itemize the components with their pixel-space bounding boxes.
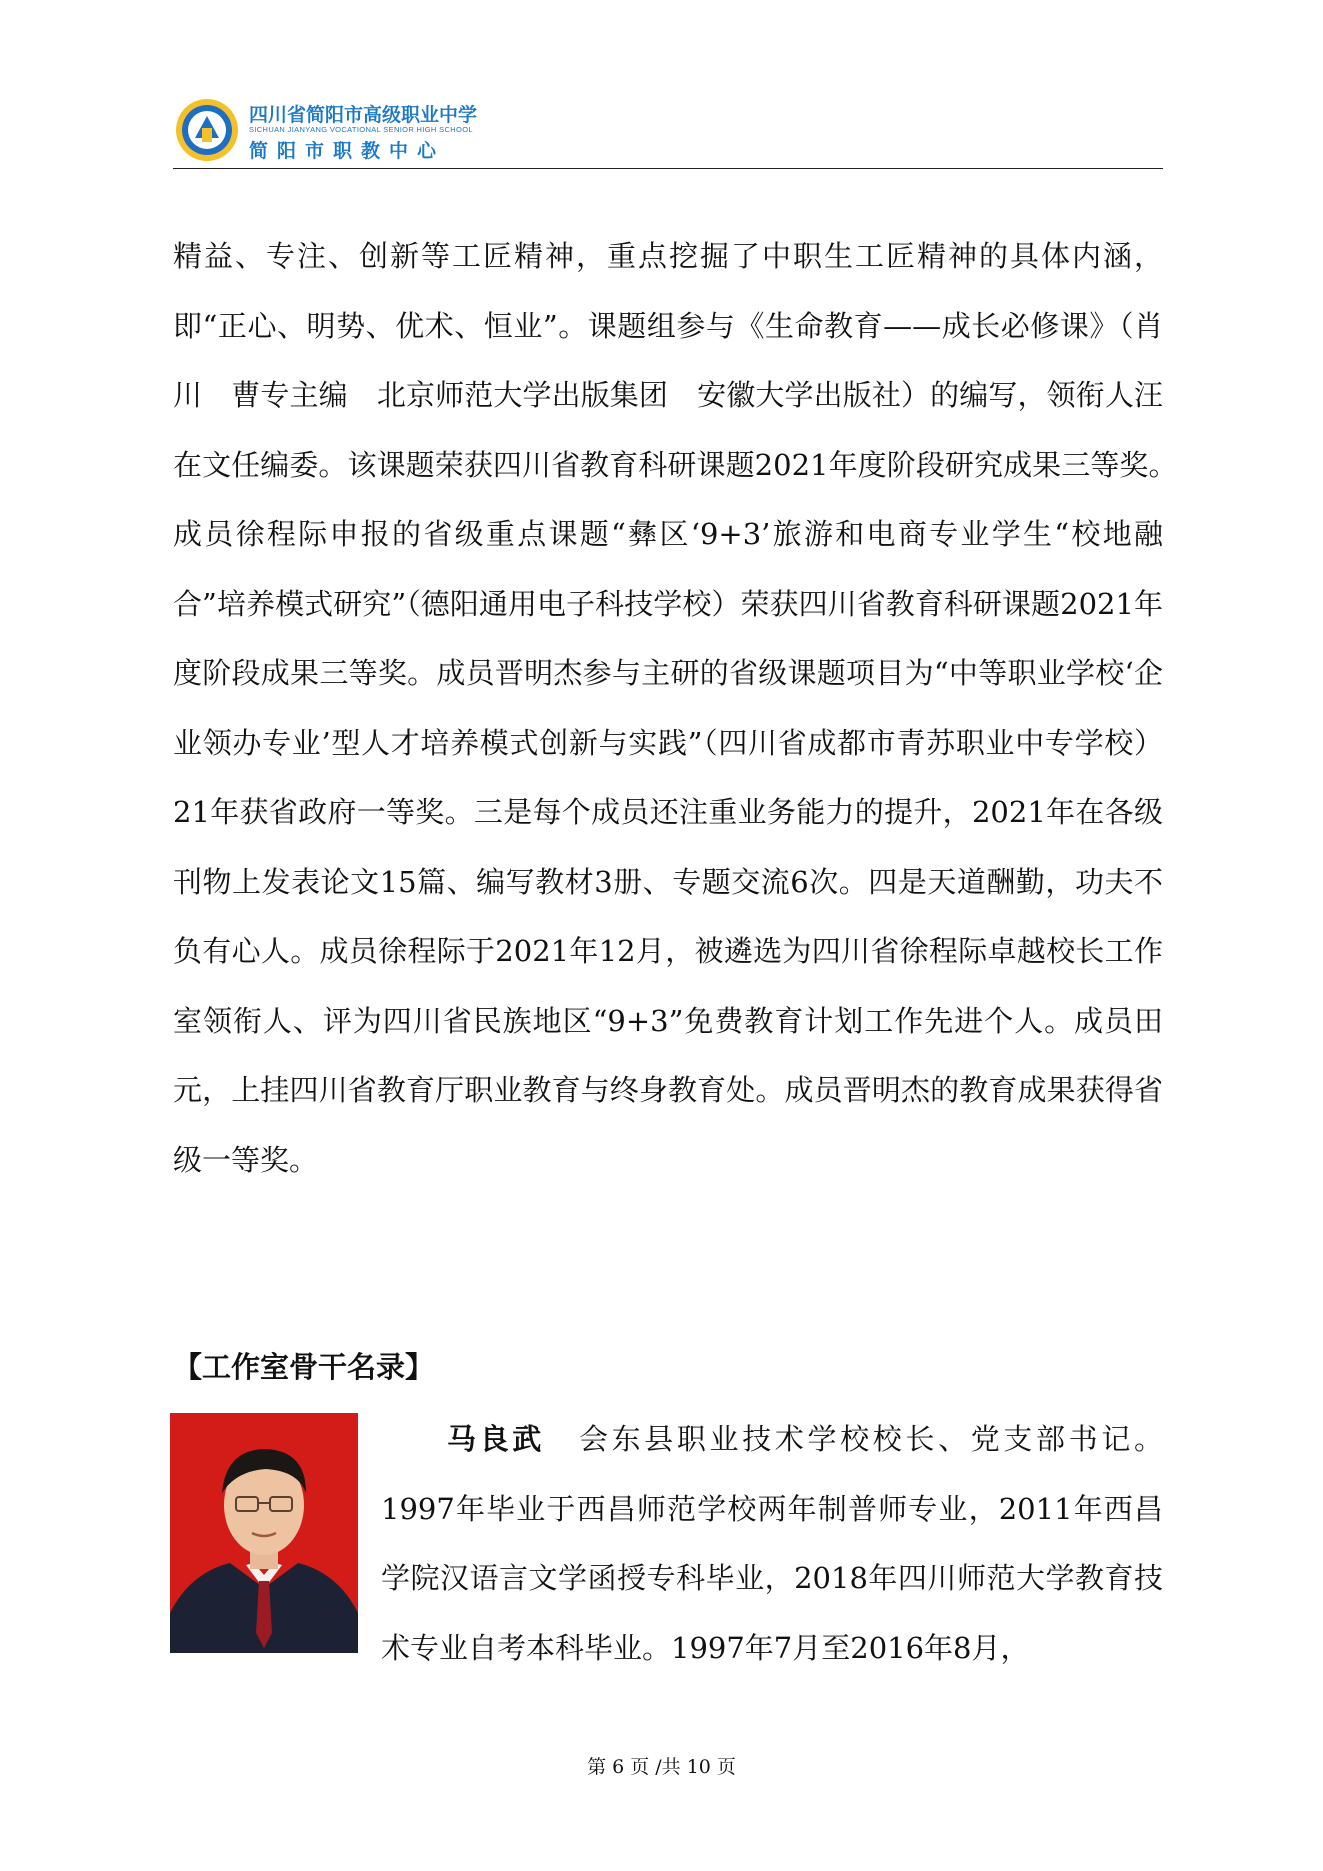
center-name: 简阳市职教中心 bbox=[249, 140, 446, 162]
school-name-en: SICHUAN JIANYANG VOCATIONAL SENIOR HIGH SCHOOL bbox=[249, 125, 473, 134]
member-photo bbox=[170, 1413, 358, 1653]
page-footer: 第 6 页 /共 10 页 bbox=[587, 1756, 736, 1778]
school-emblem-icon bbox=[175, 98, 239, 162]
header-divider bbox=[173, 168, 1163, 169]
member-bio-text: 会东县职业技术学校校长、党支部书记。1997年毕业于西昌师范学校两年制普师专业，2011年西昌学院汉语言文学函授专科毕业，2018年四川师范大学教育技术专业自考本科毕业。1997年7月至2016年8月， bbox=[381, 1422, 1163, 1665]
body-paragraph: 精益、专注、创新等工匠精神，重点挖掘了中职生工匠精神的具体内涵，即“正心、明势、优术、恒业”。课题组参与《生命教育——成长必修课》（肖川 曹专主编 北京师范大学出版集团 安徽大学出版社）的编写，领衔人汪在文任编委。该课题荣获四川省教育科研课题2021年度阶段研究成果三等奖。 成员徐程际申报的省级重点课题“彝区‘9+3’旅游和电商专业学生“校地融合”培养模式研究”（德阳通用电子科技学校）荣获四川省教育科研课题2021年度阶段成果三等奖。成员晋明杰参与主研的省级课题项目为“中等职业学校‘企业领办专业’型人才培养模式创新与实践”（四川省成都市青苏职业中专学校）21年获省政府一等奖。三是每个成员还注重业务能力的提升，2021年在各级刊物上发表论文15篇、编写教材3册、专题交流6次。四是天道酬勤，功夫不负有心人。成员徐程际于2021年12月，被遴选为四川省徐程际卓越校长工作室领衔人、评为四川省民族地区“9+3”免费教育计划工作先进个人。成员田元，上挂四川省教育厅职业教育与终身教育处。成员晋明杰的教育成果获得省级一等奖。 bbox=[173, 239, 1193, 1177]
school-name-cn: 四川省简阳市高级职业中学 bbox=[249, 104, 478, 126]
section-title: 【工作室骨干名录】 bbox=[173, 1350, 435, 1384]
member-name: 马良武 bbox=[447, 1422, 545, 1456]
member-bio bbox=[381, 1405, 1163, 1683]
body-text bbox=[173, 222, 1193, 1195]
page-header bbox=[173, 94, 1163, 168]
portrait-illustration bbox=[170, 1413, 358, 1653]
